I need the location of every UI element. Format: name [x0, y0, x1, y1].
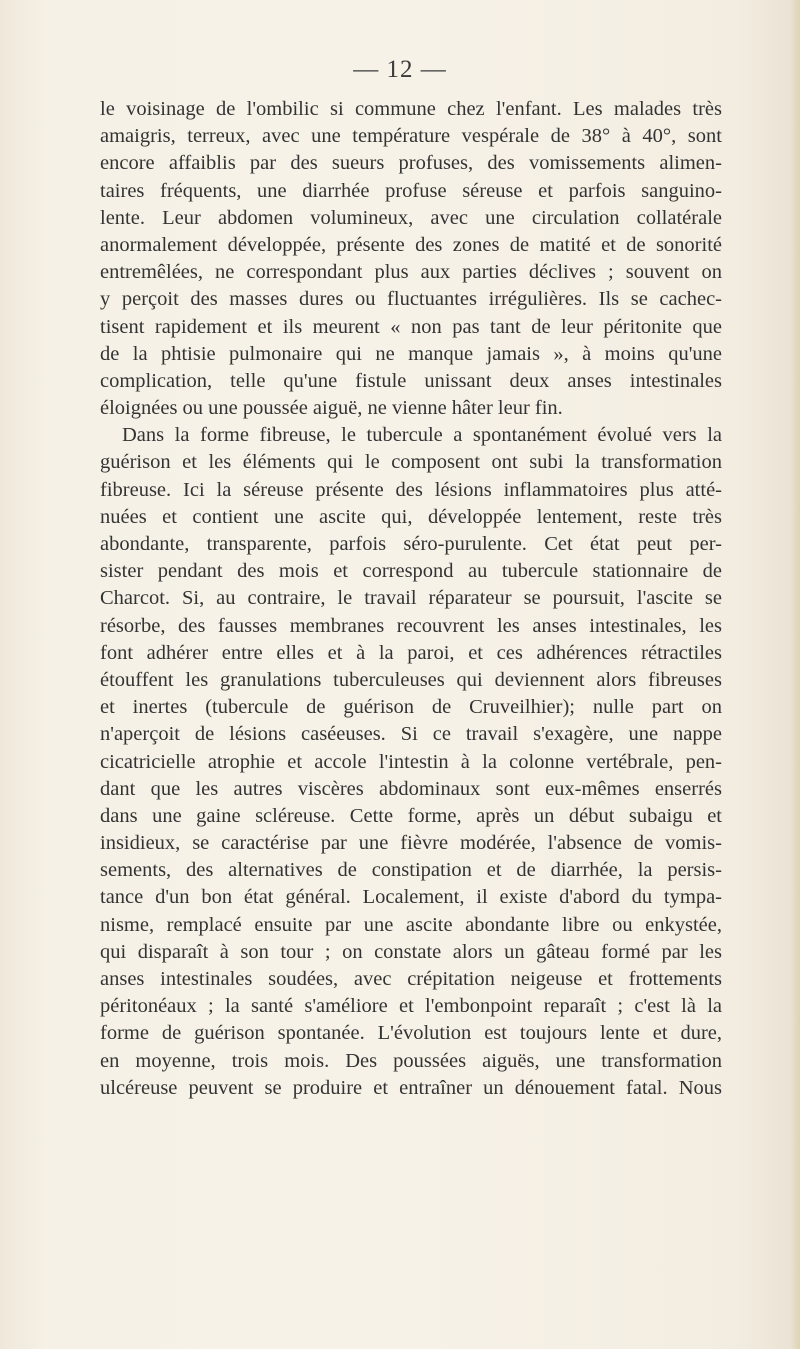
- text-line: dant que les autres viscères abdominaux sont eux-mêmes enserrés: [100, 777, 722, 800]
- text-line: guérison et les éléments qui le composent ont subi la transformation: [100, 451, 722, 474]
- text-line: sements, des alternatives de constipation et de diarrhée, la persis-: [100, 859, 722, 882]
- text-line: nisme, remplacé ensuite par une ascite abondante libre ou enkystée,: [100, 913, 722, 936]
- text-line: complication, telle qu'une fistule unissant deux anses intestinales: [100, 369, 722, 392]
- page-edge-shadow: [790, 0, 800, 1349]
- text-line: forme de guérison spontanée. L'évolution est toujours lente et dure,: [100, 1022, 722, 1045]
- text-line: Charcot. Si, au contraire, le travail réparateur se poursuit, l'ascite se: [100, 587, 722, 610]
- paragraph: [100, 422, 722, 1102]
- text-line: insidieux, se caractérise par une fièvre modérée, l'absence de vomis-: [100, 832, 722, 855]
- text-line: en moyenne, trois mois. Des poussées aiguës, une transformation: [100, 1049, 722, 1072]
- text-line: péritonéaux ; la santé s'améliore et l'embonpoint reparaît ; c'est là la: [100, 995, 722, 1018]
- text-line: fibreuse. Ici la séreuse présente des lésions inflammatoires plus atté-: [100, 478, 722, 501]
- paragraph: [100, 96, 722, 422]
- text-line: nuées et contient une ascite qui, développée lentement, reste très: [100, 505, 722, 528]
- text-line: anormalement développée, présente des zones de matité et de sonorité: [100, 233, 722, 256]
- text-line: amaigris, terreux, avec une température vespérale de 38° à 40°, sont: [100, 125, 722, 148]
- text-line: taires fréquents, une diarrhée profuse séreuse et parfois sanguino-: [100, 179, 722, 202]
- text-line: encore affaiblis par des sueurs profuses, des vomissements alimen-: [100, 152, 722, 175]
- text-line: sister pendant des mois et correspond au tubercule stationnaire de: [100, 560, 722, 583]
- body-text: [100, 96, 722, 1102]
- text-line: résorbe, des fausses membranes recouvrent les anses intestinales, les: [100, 614, 722, 637]
- text-line: Dans la forme fibreuse, le tubercule a spontanément évolué vers la: [122, 424, 722, 447]
- text-line: cicatricielle atrophie et accole l'intestin à la colonne vertébrale, pen-: [100, 750, 722, 773]
- text-line: anses intestinales soudées, avec crépitation neigeuse et frottements: [100, 968, 722, 990]
- text-line: ulcéreuse peuvent se produire et entraîner un dénouement fatal. Nous: [100, 1076, 722, 1099]
- text-line: lente. Leur abdomen volumineux, avec une circulation collatérale: [100, 206, 722, 229]
- text-line: et inertes (tubercule de guérison de Cruveilhier); nulle part on: [100, 696, 722, 719]
- text-line: éloignées ou une poussée aiguë, ne vienne hâter leur fin.: [100, 397, 563, 420]
- text-line: étouffent les granulations tuberculeuses qui deviennent alors fibreuses: [100, 668, 722, 691]
- text-line: entremêlées, ne correspondant plus aux parties déclives ; souvent on: [100, 261, 722, 284]
- text-line: dans une gaine scléreuse. Cette forme, après un début subaigu et: [100, 804, 722, 827]
- text-line: tance d'un bon état général. Localement, il existe d'abord du tympa-: [100, 886, 722, 909]
- text-line: qui disparaît à son tour ; on constate alors un gâteau formé par les: [100, 940, 722, 963]
- text-line: de la phtisie pulmonaire qui ne manque jamais », à moins qu'une: [100, 342, 722, 365]
- text-line: abondante, transparente, parfois séro-purulente. Cet état peut per-: [100, 533, 722, 555]
- text-line: tisent rapidement et ils meurent « non pas tant de leur péritonite que: [100, 315, 722, 338]
- text-line: font adhérer entre elles et à la paroi, et ces adhérences rétractiles: [100, 641, 722, 664]
- text-line: y perçoit des masses dures ou fluctuantes irrégulières. Ils se cachec-: [100, 288, 722, 311]
- page-number: — 12 —: [353, 56, 447, 83]
- text-line: le voisinage de l'ombilic si commune chez l'enfant. Les malades très: [100, 98, 722, 120]
- text-line: n'aperçoit de lésions caséeuses. Si ce travail s'exagère, une nappe: [100, 723, 722, 746]
